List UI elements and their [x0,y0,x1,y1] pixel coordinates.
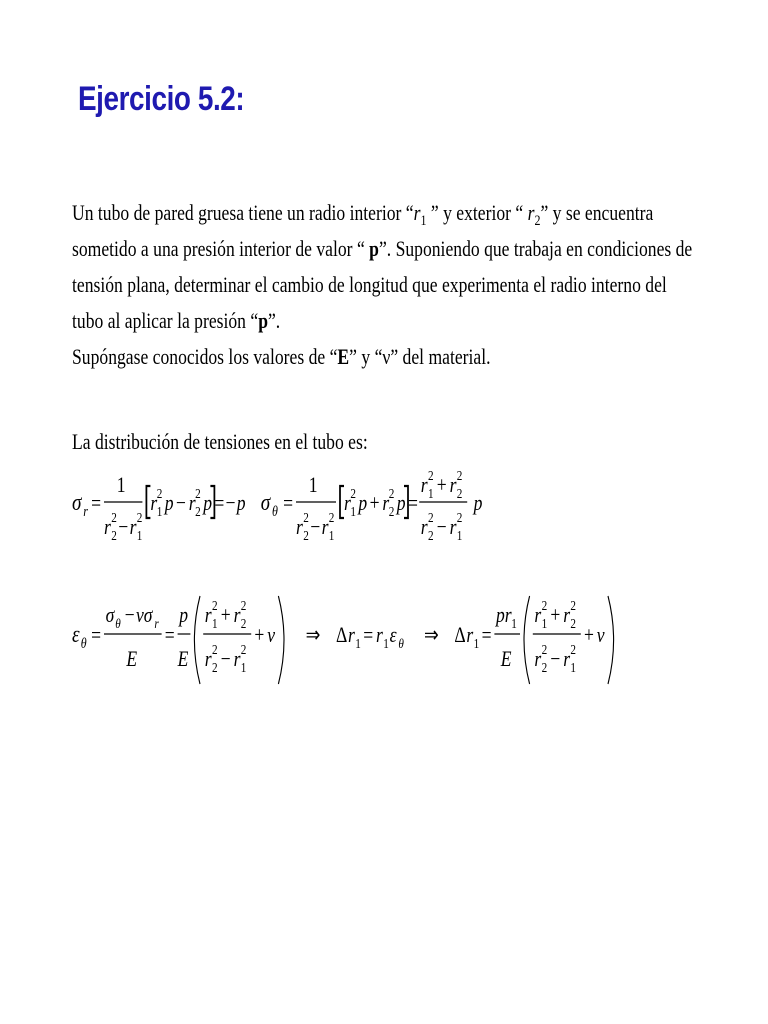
svg-text:r: r [466,623,474,648]
svg-text:2: 2 [156,485,163,502]
svg-text:1: 1 [308,473,318,498]
svg-text:−: − [436,515,447,540]
svg-text:1: 1 [473,635,480,652]
statement-line-1: Un tubo de pared gruesa tiene un radio interior “$r_1$ ” y exterior “ $r_2$” y se encuentra [72,200,654,229]
svg-text:+: + [254,623,265,648]
svg-text:σ: σ [105,603,115,628]
problem-statement [72,195,692,375]
svg-text:2: 2 [111,509,117,526]
svg-text:+: + [584,623,594,648]
svg-text:θ: θ [272,502,278,520]
svg-text:2: 2 [195,485,201,502]
stress-intro: La distribución de tensiones en el tubo es: [72,429,368,454]
svg-text:r: r [233,603,241,628]
svg-text:2: 2 [195,503,201,520]
svg-text:−: − [124,603,135,628]
svg-text:r: r [188,491,196,516]
svg-text:=: = [91,623,102,648]
svg-text:ε: ε [389,623,397,648]
svg-text:p: p [473,491,483,516]
svg-text:=: = [283,491,294,516]
svg-text:2: 2 [136,509,143,526]
svg-text:r: r [204,647,212,672]
svg-text:E: E [177,647,189,672]
svg-text:=: = [481,623,492,648]
svg-text:E: E [500,647,512,672]
svg-text:r: r [563,647,571,672]
svg-text:p: p [396,491,406,516]
svg-text:=: = [214,491,225,516]
svg-text:r: r [296,515,303,540]
svg-text:pr: pr [496,603,512,628]
statement-line-2: sometido a una presión interior de valor “ p”. Suponiendo que trabaja en condiciones de [72,236,693,261]
svg-text:θ: θ [398,635,404,652]
svg-text:2: 2 [212,597,218,614]
svg-text:ν: ν [596,623,605,648]
svg-text:1: 1 [350,503,356,520]
svg-text:2: 2 [428,467,434,484]
svg-text:r: r [534,647,542,672]
svg-text:r: r [154,615,159,632]
svg-text:1: 1 [328,527,335,544]
svg-text:σ: σ [260,489,271,516]
svg-text:σ: σ [72,489,82,516]
svg-text:−: − [118,515,129,540]
svg-text:p: p [358,491,368,516]
svg-text:p: p [179,603,188,628]
statement-line-3: tensión plana, determinar el cambio de longitud que experimenta el radio interno del [72,272,667,297]
svg-text:Δ: Δ [454,623,466,648]
svg-text:+: + [550,603,561,628]
strain-equation [72,592,632,698]
strain-equation-svg [72,592,632,692]
svg-text:r: r [233,647,241,672]
svg-text:=: = [363,623,374,648]
svg-text:2: 2 [570,615,576,632]
stress-equations-svg [72,462,648,552]
svg-text:2: 2 [456,467,463,484]
svg-text:2: 2 [541,641,548,658]
svg-text:p: p [203,491,212,516]
svg-text:θ: θ [115,615,121,632]
svg-text:−: − [225,491,236,516]
svg-text:−: − [220,647,231,672]
stress-equations [72,462,648,558]
svg-text:2: 2 [570,641,576,658]
svg-text:1: 1 [570,659,576,676]
svg-text:2: 2 [350,485,356,502]
svg-text:2: 2 [212,659,218,676]
svg-text:⇒: ⇒ [424,623,439,648]
svg-text:2: 2 [541,659,548,676]
svg-text:r: r [204,603,212,628]
svg-text:θ: θ [80,634,87,652]
svg-text:r: r [104,515,111,540]
svg-text:1: 1 [428,485,434,502]
svg-text:2: 2 [328,509,335,526]
svg-text:2: 2 [303,527,309,544]
svg-text:1: 1 [355,635,361,652]
svg-text:r: r [563,603,571,628]
svg-text:r: r [376,623,383,648]
svg-text:r: r [83,502,88,520]
svg-text:=: = [408,491,418,516]
svg-text:1: 1 [212,615,218,632]
svg-text:2: 2 [456,509,463,526]
svg-text:=: = [91,491,102,516]
svg-text:+: + [220,603,231,628]
svg-text:E: E [126,647,138,672]
svg-text:2: 2 [240,615,247,632]
svg-text:r: r [449,515,457,540]
svg-text:2: 2 [541,597,548,614]
svg-text:2: 2 [388,485,395,502]
svg-text:r: r [344,491,351,516]
svg-text:2: 2 [456,485,463,502]
svg-text:r: r [150,491,158,516]
svg-text:r: r [382,491,390,516]
svg-text:1: 1 [116,473,126,498]
svg-text:1: 1 [136,527,143,544]
svg-text:r: r [348,623,355,648]
svg-text:2: 2 [428,527,434,544]
svg-text:+: + [436,473,447,498]
svg-text:2: 2 [570,597,576,614]
svg-text:−: − [176,491,186,516]
svg-text:−: − [310,515,321,540]
svg-text:2: 2 [240,641,247,658]
svg-text:ν: ν [267,623,276,648]
svg-text:r: r [129,515,137,540]
page-title: Ejercicio 5.2: [78,80,245,118]
svg-text:2: 2 [388,503,395,520]
svg-text:νσ: νσ [136,603,153,628]
svg-text:r: r [420,473,428,498]
svg-text:=: = [164,623,175,648]
svg-text:r: r [534,603,542,628]
svg-text:⇒: ⇒ [305,623,321,648]
svg-text:1: 1 [456,527,463,544]
svg-text:p: p [236,491,246,516]
svg-text:ε: ε [72,621,80,648]
svg-text:r: r [449,473,457,498]
svg-text:1: 1 [383,635,389,652]
statement-line-4: tubo al aplicar la presión “p”. [72,308,281,333]
statement-line-5: Supóngase conocidos los valores de “E” y “ν” del material. [72,344,491,369]
svg-text:r: r [420,515,428,540]
svg-text:2: 2 [303,509,309,526]
svg-text:2: 2 [111,527,117,544]
svg-text:2: 2 [240,597,247,614]
svg-text:p: p [164,491,174,516]
svg-text:2: 2 [212,641,218,658]
svg-text:2: 2 [428,509,434,526]
svg-text:Δ: Δ [336,623,348,648]
svg-text:1: 1 [156,503,163,520]
svg-text:+: + [369,491,380,516]
svg-text:1: 1 [541,615,548,632]
svg-text:−: − [550,647,561,672]
svg-text:1: 1 [240,659,247,676]
svg-text:r: r [321,515,329,540]
svg-text:1: 1 [511,615,517,632]
